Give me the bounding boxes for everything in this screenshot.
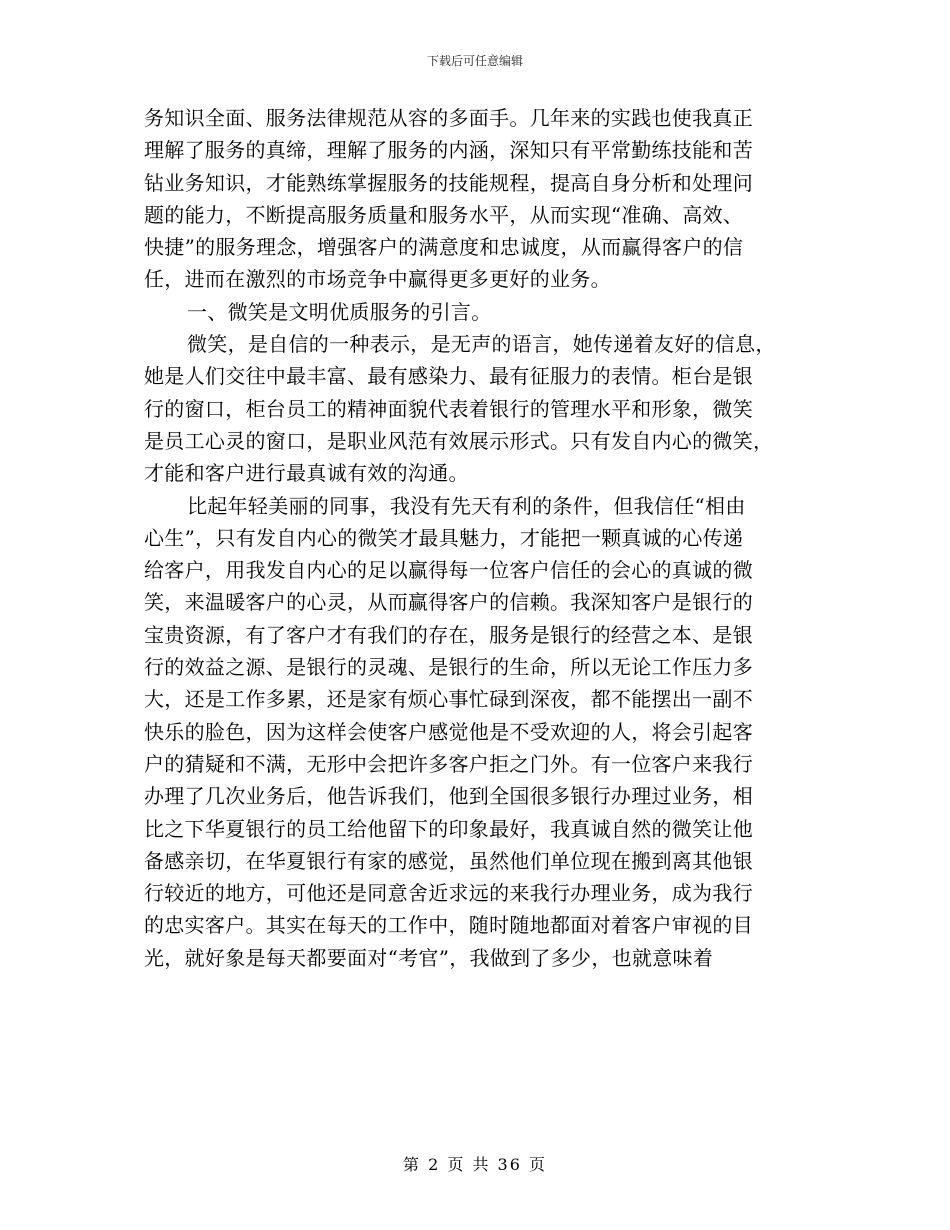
body-line: 她是人们交往中最丰富、最有感染力、最有征服力的表情。柜台是银 (144, 364, 753, 389)
body-line: 行较近的地方，可他还是同意舍近求远的来我行办理业务，成为我行 (144, 881, 753, 906)
body-line: 给客户，用我发自内心的足以赢得每一位客户信任的会心的真诚的微 (144, 558, 753, 583)
body-line: 快乐的脸色，因为这样会使客户感觉他是不受欢迎的人，将会引起客 (144, 719, 753, 744)
body-line: 才能和客户进行最真诚有效的沟通。 (144, 461, 469, 486)
body-line: 户的猜疑和不满，无形中会把许多客户拒之门外。有一位客户来我行 (144, 751, 753, 776)
body-line: 任，进而在激烈的市场竞争中赢得更多更好的业务。 (144, 267, 611, 292)
body-line: 办理了几次业务后，他告诉我们，他到全国很多银行办理过业务，相 (144, 784, 753, 809)
body-line: 光，就好象是每天都要面对“考官”，我做到了多少，也就意味着 (144, 945, 714, 970)
section-heading: 一、微笑是文明优质服务的引言。 (187, 299, 492, 324)
paragraph-first-line: 比起年轻美丽的同事，我没有先天有利的条件，但我信任“相由 (187, 493, 746, 518)
body-line: 是员工心灵的窗口，是职业风范有效展示形式。只有发自内心的微笑， (144, 428, 774, 453)
body-line: 理解了服务的真缔，理解了服务的内涵，深知只有平常勤练技能和苦 (144, 138, 753, 163)
body-line: 笑，来温暖客户的心灵，从而赢得客户的信赖。我深知客户是银行的 (144, 590, 753, 615)
body-line: 快捷”的服务理念，增强客户的满意度和忠诚度，从而赢得客户的信 (144, 235, 744, 260)
body-line: 题的能力，不断提高服务质量和服务水平，从而实现“准确、高效、 (144, 202, 744, 227)
body-line: 行的窗口，柜台员工的精神面貌代表着银行的管理水平和形象，微笑 (144, 396, 753, 421)
body-line: 行的效益之源、是银行的灵魂、是银行的生命，所以无论工作压力多 (144, 655, 753, 680)
document-body (144, 102, 808, 974)
paragraph-first-line: 微笑，是自信的一种表示，是无声的语言，她传递着友好的信息， (187, 332, 776, 357)
body-line: 的忠实客户。其实在每天的工作中，随时随地都面对着客户审视的目 (144, 913, 753, 938)
page-header: 下载后可任意编辑 (426, 54, 523, 68)
body-line: 备感亲切，在华夏银行有家的感觉，虽然他们单位现在搬到离其他银 (144, 848, 753, 873)
body-line: 钻业务知识，才能熟练掌握服务的技能规程，提高自身分析和处理问 (144, 170, 753, 195)
body-line: 务知识全面、服务法律规范从容的多面手。几年来的实践也使我真正 (144, 106, 753, 130)
page-number-footer: 第 2 页 共 36 页 (403, 1155, 547, 1174)
body-line: 比之下华夏银行的员工给他留下的印象最好，我真诚自然的微笑让他 (144, 816, 753, 841)
body-line: 心生”，只有发自内心的微笑才最具魅力，才能把一颗真诚的心传递 (144, 525, 744, 550)
body-line: 宝贵资源，有了客户才有我们的存在，服务是银行的经营之本、是银 (144, 622, 753, 647)
body-line: 大，还是工作多累，还是家有烦心事忙碌到深夜，都不能摆出一副不 (144, 687, 753, 712)
